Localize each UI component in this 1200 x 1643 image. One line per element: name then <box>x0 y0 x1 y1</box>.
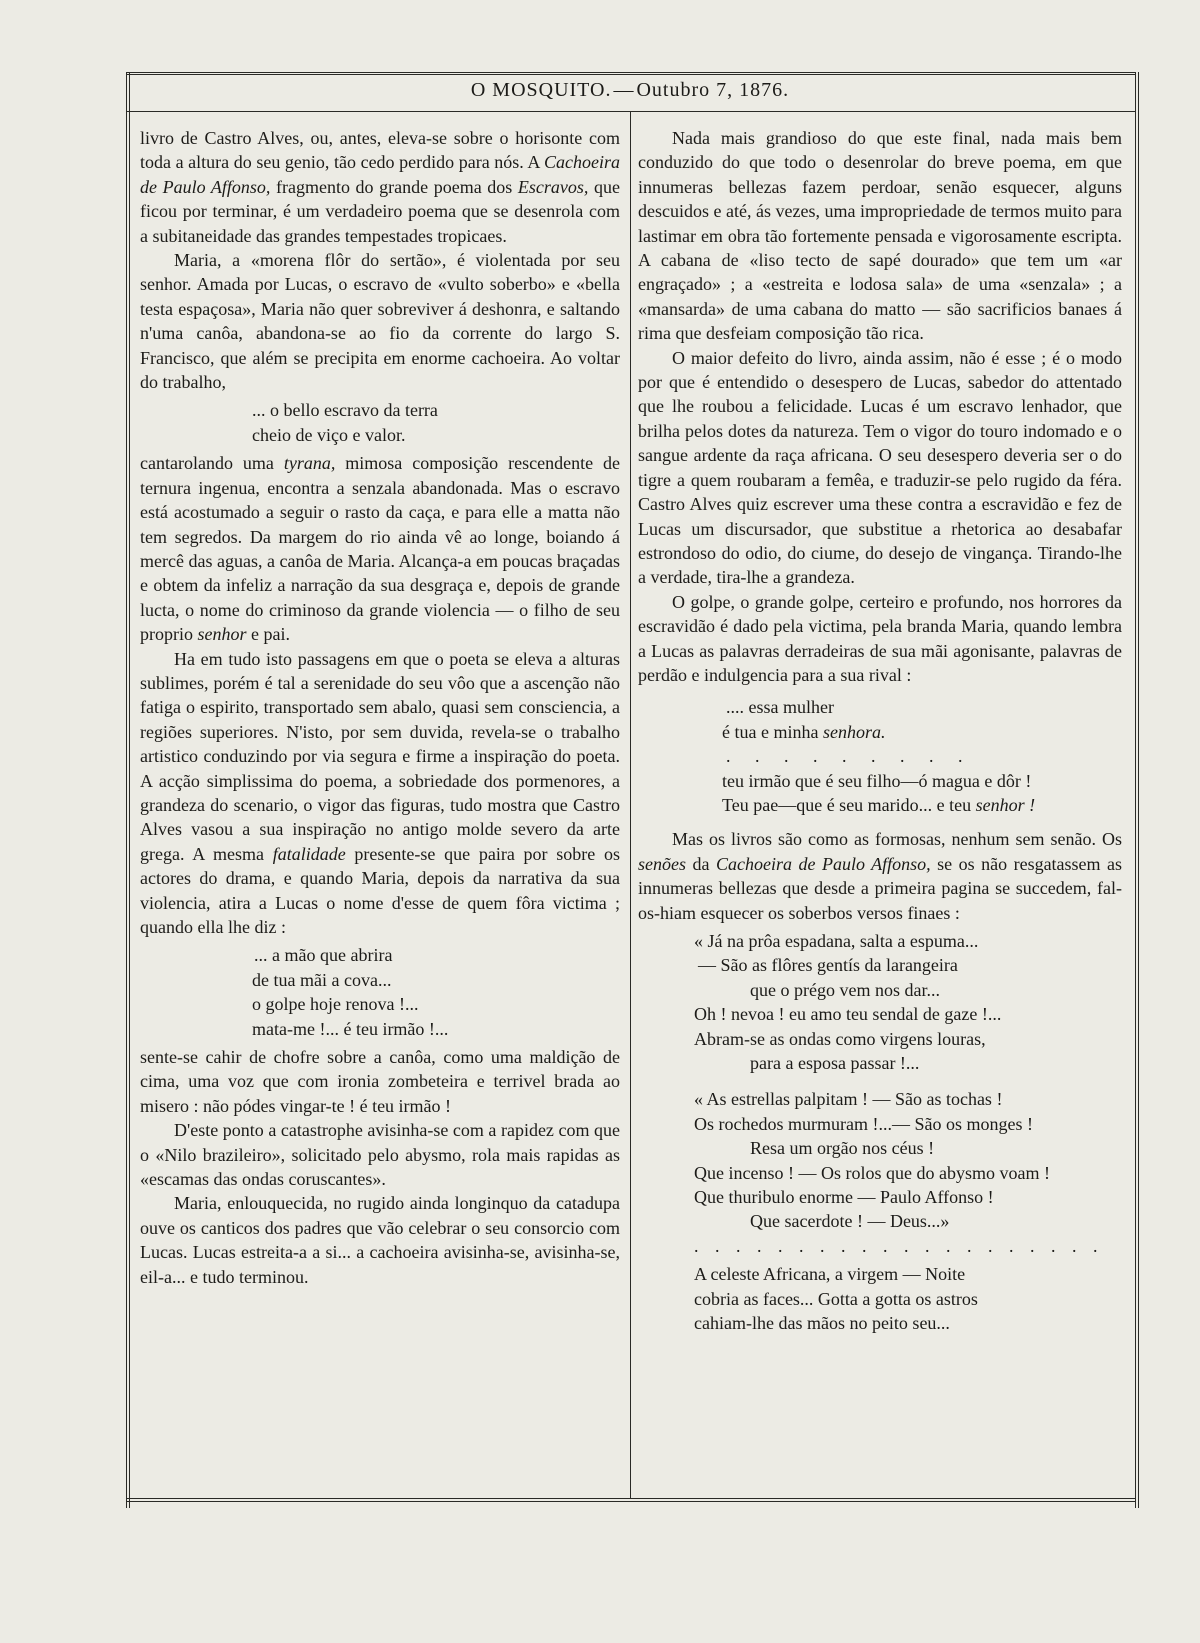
running-header: O MOSQUITO. — Outubro 7, 1876. <box>470 79 790 101</box>
verse-line: Que sacerdote ! — Deus...» <box>750 1211 950 1232</box>
verse-line: ... o bello escravo da terra <box>252 400 438 421</box>
paragraph: Maria, enlouquecida, no rugido ainda longinquo da catadupa ouve os canticos dos padres que vão celebrar o seu consorcio com Lucas. Lucas estreita-a a si... a cachoeira avisinha-se, avisinha-se, eil-a... e tudo terminou. <box>140 1193 620 1287</box>
verse-line: Que thuribulo enorme — Paulo Affonso ! <box>694 1187 994 1208</box>
verse-quote <box>638 929 1122 1075</box>
verse-line: o golpe hoje renova !... <box>252 994 419 1015</box>
verse-line: Teu pae—que é seu marido... e teu senhor ! <box>722 794 1036 815</box>
bottom-rule <box>126 1498 1136 1502</box>
paragraph: Nada mais grandioso do que este final, nada mais bem conduzido do que todo o desenrolar do breve poema, em que innumeras bellezas fazem perdoar, senão esquecer, alguns descuidos e até, ás vezes, uma impropriedade de termos muito para lastimar em obra tão fortemente pensada e vigorosamente escripta. A cabana de «liso tecto de sapé dourado» que tem um «ar engraçado» ; a «estreita e lodosa sala» de uma «senzala» ; a «mansarda» de uma cabana do matto — são sacrificios banaes á rima que desfeiam composição tão rica. <box>638 128 1122 344</box>
verse-line: Que incenso ! — Os rolos que do abysmo voam ! <box>694 1162 1050 1183</box>
paragraph: Maria, a «morena flôr do sertão», é violentada por seu senhor. Amada por Lucas, o escravo de «vulto soberbo» e «bella testa espaçosa», Maria não quer sobreviver á deshonra, e saltando n'uma canôa, abandona-se ao fio da corrente do largo S. Francisco, que além se precipita em enorme cachoeira. Ao voltar do trabalho, <box>140 250 620 393</box>
paragraph: sente-se cahir de chofre sobre a canôa, como uma maldição de cima, uma voz que com ironia zombeteira e terrivel brada ao misero : não pódes vingar-te ! é teu irmão ! <box>140 1047 620 1116</box>
issue-date: Outubro 7, 1876. <box>636 79 790 101</box>
verse-line: cahiam-lhe das mãos no peito seu... <box>694 1313 950 1334</box>
top-rule <box>126 72 1136 75</box>
verse-line: ... a mão que abrira <box>254 945 393 966</box>
verse-line: para a esposa passar !... <box>750 1053 920 1074</box>
verse-line: « As estrellas palpitam ! — São as tochas ! <box>694 1089 1003 1110</box>
verse-line: Abram-se as ondas como virgens louras, <box>694 1028 986 1049</box>
verse-line: cheio de viço e valor. <box>252 424 406 445</box>
verse-line: A celeste Africana, a virgem — Noite <box>694 1264 966 1285</box>
verse-quote <box>638 1087 1122 1258</box>
verse-line: — São as flôres gentís da larangeira <box>698 955 958 976</box>
right-column <box>638 126 1122 1340</box>
verse-quote <box>638 1262 1122 1335</box>
verse-line: Oh ! nevoa ! eu amo teu sendal de gaze !... <box>694 1004 1002 1025</box>
verse-line: cobria as faces... Gotta a gotta os astros <box>694 1288 978 1309</box>
verse-line: .... essa mulher <box>726 697 834 718</box>
paragraph: O maior defeito do livro, ainda assim, não é esse ; é o modo por que é entendido o desespero de Lucas, sabedor do attentado que lhe roubou a felicidade. Lucas é um escravo lenhador, que brilha pelos dotes da natureza. Tem o vigor do touro indomado e o sangue ardente da raça africana. O seu desespero deveria ser o do tigre a quem roubaram a femêa, e traduzir-se pelo rugido da féra. Castro Alves quiz escrever uma these contra a escravidão e fez de Lucas um discursador, que substitue a rhetorica ao desabafar estrondoso do odio, do ciume, do desejo de vingança. Tirando-lhe a verdade, tira-lhe a grandeza. <box>638 347 1122 588</box>
ellipsis-row: . . . . . . . . . <box>726 746 973 767</box>
paragraph: cantarolando uma tyrana, mimosa composição rescendente de ternura ingenua, encontra a senzala abandonada. Mas o escravo está acostumado a seguir o rasto da caça, e para elle a matta não tem segredos. Da margem do rio ainda vê ao longe, boiando á mercê das aguas, a canôa de Maria. Alcança-a em poucas braçadas e obtem da infeliz a narração da sua desgraça e, depois de grande lucta, o nome do criminoso da grande violencia — o filho de seu proprio senhor e pai. <box>140 453 620 645</box>
left-column <box>140 126 620 1289</box>
paragraph: Ha em tudo isto passagens em que o poeta se eleva a alturas sublimes, porém é tal a serenidade do seu vôo que a ascenção não fatiga o espirito, transportado sem abalo, quasi sem consciencia, a regiões superiores. N'isto, por sem duvida, revela-se o trabalho artistico conduzindo por via segura e firme a inspiração do poeta. A acção simplissima do poema, a sobriedade dos pormenores, a grandeza do scenario, o vigor das figuras, tudo mostra que Castro Alves vasou a sua inspiração no antigo molde severo da arte grega. A mesma fatalidade presente-se que paira por sobre os actores do drama, e quando Maria, depois da narrativa da sua violencia, atira a Lucas o nome d'esse de quem fôra victima ; quando ella lhe diz : <box>140 648 620 937</box>
paragraph: O golpe, o grande golpe, certeiro e profundo, nos horrores da escravidão é dado pela victima, pela branda Maria, quando lembra a Lucas as palavras derradeiras de sua mãi agonisante, palavras de perdão e indulgencia para a sua rival : <box>638 591 1122 685</box>
verse-quote <box>140 943 620 1041</box>
verse-line: mata-me !... é teu irmão !... <box>252 1018 449 1039</box>
verse-quote <box>638 695 1122 817</box>
paragraph: Mas os livros são como as formosas, nenhum sem senão. Os senões da Cachoeira de Paulo Affonso, se os não resgatassem as innumeras bellezas que desde a primeira pagina se succedem, fal-os-hiam esquecer os soberbos versos finaes : <box>638 829 1123 923</box>
ellipsis-row: . . . . . . . . . . . . . . . . . . . . <box>694 1235 1104 1256</box>
verse-quote <box>140 398 620 447</box>
verse-line: é tua e minha senhora. <box>722 721 886 742</box>
publication-title: O MOSQUITO. <box>470 79 612 101</box>
verse-line: de tua mãi a cova... <box>252 969 392 990</box>
verse-line: Os rochedos murmuram !...— São os monges ! <box>694 1113 1033 1134</box>
verse-line: teu irmão que é seu filho—ó magua e dôr ! <box>722 770 1032 791</box>
header-rule <box>126 111 1136 112</box>
verse-line: « Já na prôa espadana, salta a espuma... <box>694 931 979 951</box>
column-divider <box>630 112 631 1498</box>
verse-line: Resa um orgão nos céus ! <box>750 1138 935 1159</box>
paragraph: D'este ponto a catastrophe avisinha-se com a rapidez com que o «Nilo brazileiro», solicitado pelo abysmo, rola mais rapidas as «escamas das ondas coruscantes». <box>140 1120 620 1190</box>
paragraph: livro de Castro Alves, ou, antes, eleva-se sobre o horisonte com toda a altura do seu genio, tão cedo perdido para nós. A Cachoeira de Paulo Affonso, fragmento do grande poema dos Escravos, que ficou por terminar, é um verdadeiro poema que se desenrola com a subitaneidade das grandes tempestades tropicaes. <box>140 128 621 246</box>
verse-line: que o prégo vem nos dar... <box>750 979 940 1000</box>
